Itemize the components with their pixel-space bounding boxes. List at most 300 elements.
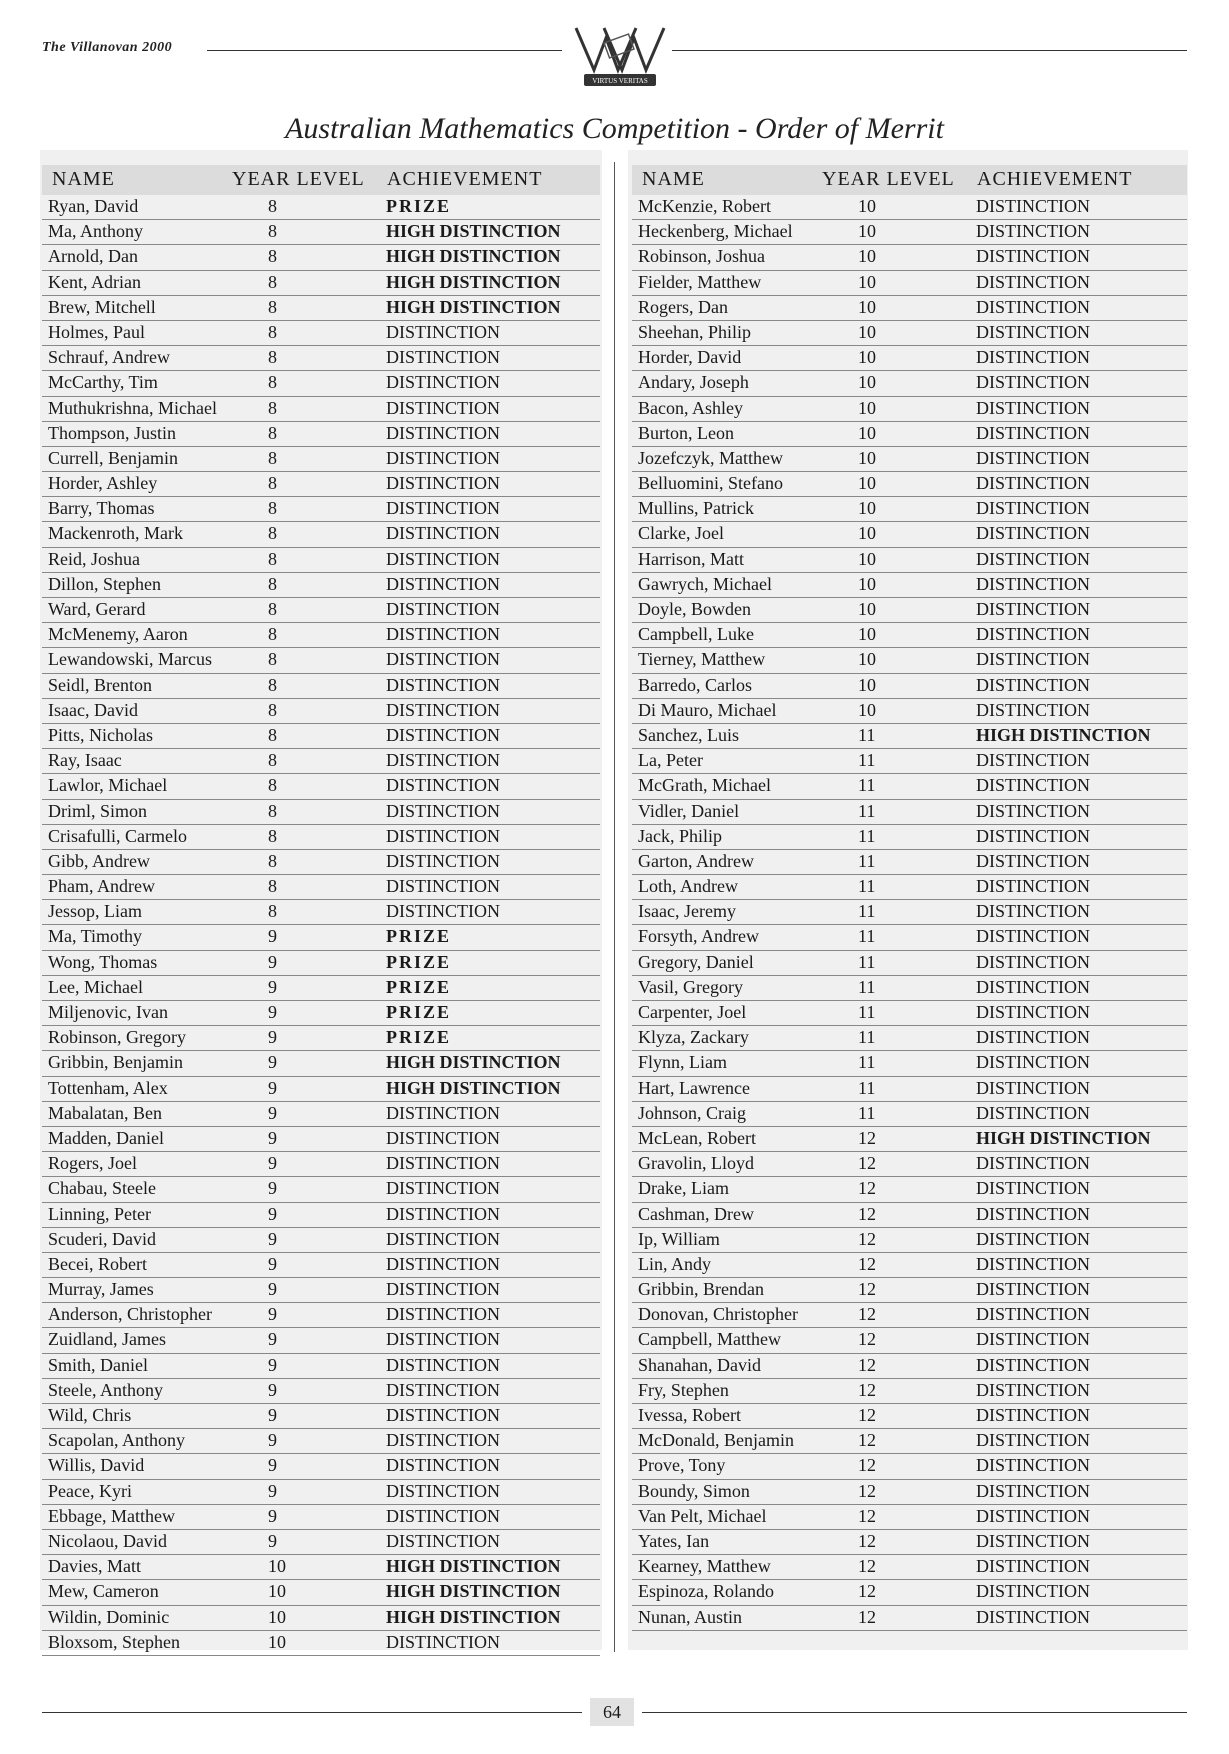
table-row — [632, 321, 1187, 346]
table-row — [42, 976, 600, 1001]
student-name: Arnold, Dan — [48, 246, 138, 267]
header-name: NAME — [642, 168, 705, 190]
year-level: 8 — [268, 724, 277, 745]
table-row — [632, 1051, 1187, 1076]
student-name: Isaac, David — [48, 699, 138, 720]
table-row — [42, 1354, 600, 1379]
achievement: DISTINCTION — [386, 1253, 500, 1274]
year-level: 10 — [858, 674, 876, 695]
achievement: DISTINCTION — [976, 976, 1090, 997]
achievement: DISTINCTION — [386, 775, 500, 796]
table-row — [42, 749, 600, 774]
school-crest-icon — [570, 20, 670, 90]
year-level: 8 — [268, 624, 277, 645]
table-row — [632, 825, 1187, 850]
student-name: Tottenham, Alex — [48, 1077, 168, 1098]
table-row — [42, 1429, 600, 1454]
student-name: McLean, Robert — [638, 1127, 756, 1148]
achievement: PRIZE — [386, 1027, 452, 1048]
year-level: 8 — [268, 699, 277, 720]
table-row — [42, 1177, 600, 1202]
year-level: 8 — [268, 649, 277, 670]
student-name: Flynn, Liam — [638, 1052, 727, 1073]
table-row — [632, 1077, 1187, 1102]
student-name: Kent, Adrian — [48, 271, 141, 292]
student-name: Ivessa, Robert — [638, 1405, 741, 1425]
achievement: HIGH DISTINCTION — [386, 271, 561, 292]
achievement: DISTINCTION — [386, 1631, 500, 1652]
student-name: Donovan, Christopher — [638, 1304, 798, 1325]
header-rule-left — [207, 50, 562, 51]
year-level: 8 — [268, 321, 277, 342]
student-name: Ward, Gerard — [48, 599, 146, 619]
student-name: Gawrych, Michael — [638, 573, 772, 594]
year-level: 8 — [268, 901, 277, 922]
achievement: HIGH DISTINCTION — [386, 1581, 561, 1602]
student-name: Hart, Lawrence — [638, 1077, 750, 1098]
year-level: 10 — [858, 649, 876, 670]
year-level: 11 — [858, 1102, 876, 1123]
year-level: 12 — [858, 1127, 876, 1148]
achievement: DISTINCTION — [976, 1480, 1090, 1501]
year-level: 10 — [268, 1556, 286, 1577]
student-name: Currell, Benjamin — [48, 447, 178, 468]
student-name: Steele, Anthony — [48, 1379, 163, 1400]
table-row — [42, 623, 600, 648]
student-name: Muthukrishna, Michael — [48, 397, 217, 418]
student-name: Lee, Michael — [48, 976, 143, 997]
year-level: 9 — [268, 1379, 277, 1400]
student-name: Scuderi, David — [48, 1228, 156, 1249]
table-row — [42, 1278, 600, 1303]
student-name: Davies, Matt — [48, 1556, 141, 1577]
student-name: Vasil, Gregory — [638, 976, 743, 997]
table-row — [42, 900, 600, 925]
achievement: DISTINCTION — [976, 1581, 1090, 1602]
achievement: DISTINCTION — [976, 523, 1090, 544]
achievement: DISTINCTION — [386, 876, 500, 897]
achievement: DISTINCTION — [386, 624, 500, 645]
student-name: La, Peter — [638, 750, 703, 771]
school-logo — [570, 20, 670, 90]
achievement: DISTINCTION — [976, 296, 1090, 317]
student-name: Robinson, Joshua — [638, 246, 766, 267]
table-row — [632, 875, 1187, 900]
student-name: Gibb, Andrew — [48, 850, 150, 871]
achievement: DISTINCTION — [386, 1279, 500, 1300]
achievement: DISTINCTION — [976, 221, 1090, 242]
achievement: DISTINCTION — [976, 624, 1090, 645]
student-name: Ray, Isaac — [48, 750, 122, 771]
achievement: DISTINCTION — [976, 1279, 1090, 1300]
year-level: 10 — [858, 196, 876, 216]
year-level: 8 — [268, 850, 277, 871]
year-level: 8 — [268, 296, 277, 317]
year-level: 8 — [268, 775, 277, 796]
achievement: DISTINCTION — [976, 1354, 1090, 1375]
table-row — [632, 951, 1187, 976]
table-row — [632, 195, 1187, 220]
year-level: 12 — [858, 1203, 876, 1224]
achievement: DISTINCTION — [976, 800, 1090, 821]
student-name: Campbell, Luke — [638, 624, 754, 645]
year-level: 11 — [858, 901, 876, 922]
table-row — [632, 1429, 1187, 1454]
achievement: DISTINCTION — [976, 901, 1090, 922]
year-level: 9 — [268, 1203, 277, 1224]
table-row — [632, 271, 1187, 296]
student-name: Mullins, Patrick — [638, 498, 754, 519]
student-name: Forsyth, Andrew — [638, 926, 759, 947]
student-name: Shanahan, David — [638, 1354, 761, 1375]
student-name: Barredo, Carlos — [638, 674, 752, 695]
achievement: DISTINCTION — [976, 699, 1090, 720]
student-name: Gravolin, Lloyd — [638, 1153, 754, 1174]
achievement: DISTINCTION — [386, 724, 500, 745]
achievement: DISTINCTION — [386, 422, 500, 443]
year-level: 9 — [268, 976, 277, 997]
year-level: 12 — [858, 1480, 876, 1501]
student-name: Becei, Robert — [48, 1253, 147, 1274]
year-level: 8 — [268, 876, 277, 897]
achievement: DISTINCTION — [386, 750, 500, 771]
student-name: Gribbin, Brendan — [638, 1279, 764, 1300]
table-row — [42, 1555, 600, 1580]
header-achievement: ACHIEVEMENT — [387, 168, 543, 190]
table-row — [42, 1001, 600, 1026]
student-name: Miljenovic, Ivan — [48, 1002, 168, 1022]
achievement: DISTINCTION — [976, 447, 1090, 468]
table-row — [42, 774, 600, 799]
svg-text:VIRTUS VERITAS: VIRTUS VERITAS — [592, 77, 648, 85]
achievement: DISTINCTION — [976, 1178, 1090, 1199]
achievement: DISTINCTION — [386, 1304, 500, 1325]
table-row — [42, 522, 600, 547]
achievement: HIGH DISTINCTION — [976, 1127, 1151, 1148]
achievement: DISTINCTION — [386, 372, 500, 393]
achievement: PRIZE — [386, 196, 452, 216]
student-name: McMenemy, Aaron — [48, 624, 188, 645]
column-divider — [614, 162, 615, 1652]
table-row — [632, 674, 1187, 699]
table-row — [42, 573, 600, 598]
year-level: 8 — [268, 347, 277, 368]
year-level: 9 — [268, 1077, 277, 1098]
year-level: 9 — [268, 1153, 277, 1174]
table-row — [42, 699, 600, 724]
table-row — [42, 371, 600, 396]
table-row — [632, 522, 1187, 547]
table-row — [632, 1102, 1187, 1127]
achievement: DISTINCTION — [976, 1430, 1090, 1451]
student-name: Espinoza, Rolando — [638, 1581, 774, 1602]
year-level: 12 — [858, 1329, 876, 1350]
student-name: Pitts, Nicholas — [48, 724, 154, 745]
student-name: Kearney, Matthew — [638, 1556, 771, 1577]
achievement: DISTINCTION — [386, 1178, 500, 1199]
year-level: 10 — [858, 296, 876, 317]
year-level: 8 — [268, 397, 277, 418]
table-row — [632, 1404, 1187, 1429]
achievement: DISTINCTION — [386, 1203, 500, 1224]
achievement: DISTINCTION — [976, 1505, 1090, 1526]
achievement: DISTINCTION — [386, 498, 500, 519]
table-row — [632, 497, 1187, 522]
student-name: Reid, Joshua — [48, 548, 140, 569]
student-name: Mew, Cameron — [48, 1581, 159, 1602]
year-level: 10 — [858, 599, 876, 619]
achievement: DISTINCTION — [386, 1405, 500, 1425]
year-level: 12 — [858, 1455, 876, 1476]
right-results-table — [632, 165, 1187, 1631]
year-level: 12 — [858, 1228, 876, 1249]
table-row — [632, 623, 1187, 648]
year-level: 10 — [858, 422, 876, 443]
student-name: Garton, Andrew — [638, 850, 754, 871]
table-row — [632, 573, 1187, 598]
student-name: Jozefczyk, Matthew — [638, 447, 783, 468]
page-number: 64 — [590, 1698, 634, 1726]
achievement: DISTINCTION — [386, 800, 500, 821]
year-level: 8 — [268, 800, 277, 821]
student-name: Fielder, Matthew — [638, 271, 762, 292]
table-row — [42, 1379, 600, 1404]
student-name: Pham, Andrew — [48, 876, 155, 897]
table-row — [42, 951, 600, 976]
achievement: PRIZE — [386, 1002, 452, 1022]
achievement: DISTINCTION — [976, 573, 1090, 594]
year-level: 10 — [858, 271, 876, 292]
student-name: Van Pelt, Michael — [638, 1505, 767, 1526]
student-name: Lawlor, Michael — [48, 775, 168, 796]
year-level: 8 — [268, 674, 277, 695]
year-level: 12 — [858, 1556, 876, 1577]
table-row — [42, 1303, 600, 1328]
year-level: 10 — [858, 246, 876, 267]
student-name: Bloxsom, Stephen — [48, 1631, 181, 1652]
year-level: 12 — [858, 1279, 876, 1300]
table-row — [42, 1026, 600, 1051]
table-row — [632, 1480, 1187, 1505]
achievement: DISTINCTION — [976, 347, 1090, 368]
student-name: Driml, Simon — [48, 800, 148, 821]
year-level: 9 — [268, 1430, 277, 1451]
table-row — [42, 1051, 600, 1076]
achievement: DISTINCTION — [386, 573, 500, 594]
year-level: 10 — [268, 1606, 286, 1627]
table-row — [42, 447, 600, 472]
student-name: Horder, David — [638, 347, 742, 368]
table-row — [632, 976, 1187, 1001]
achievement: DISTINCTION — [976, 850, 1090, 871]
table-row — [632, 724, 1187, 749]
student-name: Andary, Joseph — [638, 372, 749, 393]
student-name: Barry, Thomas — [48, 498, 155, 519]
achievement: DISTINCTION — [976, 271, 1090, 292]
table-row — [42, 850, 600, 875]
year-level: 11 — [858, 976, 876, 997]
achievement: DISTINCTION — [976, 397, 1090, 418]
table-row — [632, 925, 1187, 950]
achievement: DISTINCTION — [386, 1354, 500, 1375]
year-level: 8 — [268, 196, 277, 216]
student-name: Boundy, Simon — [638, 1480, 750, 1501]
student-name: Horder, Ashley — [48, 473, 158, 494]
year-level: 9 — [268, 1354, 277, 1375]
table-row — [632, 1001, 1187, 1026]
achievement: PRIZE — [386, 951, 452, 972]
table-row — [42, 724, 600, 749]
table-row — [42, 825, 600, 850]
student-name: Wong, Thomas — [48, 951, 158, 972]
student-name: Crisafulli, Carmelo — [48, 825, 187, 846]
student-name: Doyle, Bowden — [638, 599, 751, 619]
achievement: DISTINCTION — [976, 1153, 1090, 1174]
year-level: 11 — [858, 750, 876, 771]
table-row — [42, 548, 600, 573]
achievement: DISTINCTION — [976, 1102, 1090, 1123]
student-name: Nunan, Austin — [638, 1606, 743, 1627]
table-row — [632, 1127, 1187, 1152]
year-level: 10 — [858, 397, 876, 418]
achievement: DISTINCTION — [386, 1430, 500, 1451]
year-level: 9 — [268, 1052, 277, 1073]
table-row — [42, 1152, 600, 1177]
table-row — [632, 1026, 1187, 1051]
achievement: DISTINCTION — [386, 1455, 500, 1476]
table-row — [632, 1555, 1187, 1580]
table-row — [632, 548, 1187, 573]
achievement: DISTINCTION — [976, 876, 1090, 897]
publication-name: The Villanovan — [42, 40, 139, 55]
achievement: DISTINCTION — [976, 1027, 1090, 1048]
year-level: 11 — [858, 876, 876, 897]
table-row — [42, 1631, 600, 1656]
table-row — [42, 296, 600, 321]
table-row — [42, 800, 600, 825]
table-row — [632, 800, 1187, 825]
student-name: Linning, Peter — [48, 1203, 151, 1224]
year-level: 9 — [268, 1102, 277, 1123]
year-level: 12 — [858, 1430, 876, 1451]
table-row — [42, 674, 600, 699]
achievement: DISTINCTION — [976, 372, 1090, 393]
table-row — [42, 472, 600, 497]
year-level: 12 — [858, 1581, 876, 1602]
year-level: 10 — [858, 447, 876, 468]
achievement: DISTINCTION — [976, 1379, 1090, 1400]
student-name: Prove, Tony — [638, 1455, 726, 1476]
achievement: HIGH DISTINCTION — [386, 296, 561, 317]
student-name: Drake, Liam — [638, 1178, 729, 1199]
year-level: 10 — [268, 1581, 286, 1602]
achievement: DISTINCTION — [386, 1153, 500, 1174]
right-rows — [632, 195, 1187, 1631]
achievement: DISTINCTION — [386, 599, 500, 619]
achievement: DISTINCTION — [386, 1505, 500, 1526]
student-name: Lin, Andy — [638, 1253, 712, 1274]
student-name: Burton, Leon — [638, 422, 734, 443]
table-row — [42, 875, 600, 900]
student-name: Chabau, Steele — [48, 1178, 156, 1199]
achievement: HIGH DISTINCTION — [976, 724, 1151, 745]
student-name: Di Mauro, Michael — [638, 699, 777, 720]
year-level: 10 — [858, 548, 876, 569]
student-name: Cashman, Drew — [638, 1203, 754, 1224]
achievement: DISTINCTION — [386, 397, 500, 418]
student-name: Zuidland, James — [48, 1329, 166, 1350]
year-level: 9 — [268, 1505, 277, 1526]
table-row — [42, 321, 600, 346]
student-name: Robinson, Gregory — [48, 1027, 186, 1048]
achievement: DISTINCTION — [976, 422, 1090, 443]
student-name: Thompson, Justin — [48, 422, 177, 443]
student-name: Ip, William — [638, 1228, 720, 1249]
year-level: 9 — [268, 1228, 277, 1249]
table-row — [42, 1228, 600, 1253]
year-level: 11 — [858, 825, 876, 846]
year-level: 9 — [268, 1127, 277, 1148]
student-name: Ma, Anthony — [48, 221, 144, 242]
student-name: Madden, Daniel — [48, 1127, 164, 1148]
achievement: DISTINCTION — [386, 523, 500, 544]
student-name: Schrauf, Andrew — [48, 347, 170, 368]
year-level: 12 — [858, 1405, 876, 1425]
table-row — [632, 1454, 1187, 1479]
year-level: 11 — [858, 724, 876, 745]
achievement: HIGH DISTINCTION — [386, 221, 561, 242]
achievement: DISTINCTION — [386, 548, 500, 569]
achievement: DISTINCTION — [386, 321, 500, 342]
year-level: 8 — [268, 523, 277, 544]
achievement: PRIZE — [386, 926, 452, 947]
student-name: Bacon, Ashley — [638, 397, 743, 418]
year-level: 9 — [268, 1304, 277, 1325]
year-level: 9 — [268, 1027, 277, 1048]
page-title: Australian Mathematics Competition - Order of Merrit — [285, 112, 944, 145]
table-header — [632, 165, 1187, 195]
achievement: DISTINCTION — [386, 850, 500, 871]
year-level: 8 — [268, 599, 277, 619]
table-row — [42, 1480, 600, 1505]
student-name: Gregory, Daniel — [638, 951, 754, 972]
student-name: Harrison, Matt — [638, 548, 744, 569]
table-row — [632, 1580, 1187, 1605]
table-row — [632, 1379, 1187, 1404]
table-row — [632, 296, 1187, 321]
table-row — [42, 1454, 600, 1479]
table-row — [42, 1328, 600, 1353]
achievement: DISTINCTION — [976, 750, 1090, 771]
student-name: Lewandowski, Marcus — [48, 649, 212, 670]
student-name: Clarke, Joel — [638, 523, 724, 544]
student-name: Tierney, Matthew — [638, 649, 766, 670]
student-name: Rogers, Joel — [48, 1153, 137, 1174]
achievement: DISTINCTION — [386, 674, 500, 695]
table-row — [632, 422, 1187, 447]
achievement: HIGH DISTINCTION — [386, 1606, 561, 1627]
table-row — [42, 245, 600, 270]
table-row — [42, 1253, 600, 1278]
year-level: 10 — [858, 498, 876, 519]
achievement: DISTINCTION — [386, 447, 500, 468]
table-row — [42, 1404, 600, 1429]
table-row — [632, 245, 1187, 270]
table-row — [632, 749, 1187, 774]
year-level: 10 — [858, 624, 876, 645]
student-name: McDonald, Benjamin — [638, 1430, 794, 1451]
achievement: DISTINCTION — [976, 1530, 1090, 1551]
